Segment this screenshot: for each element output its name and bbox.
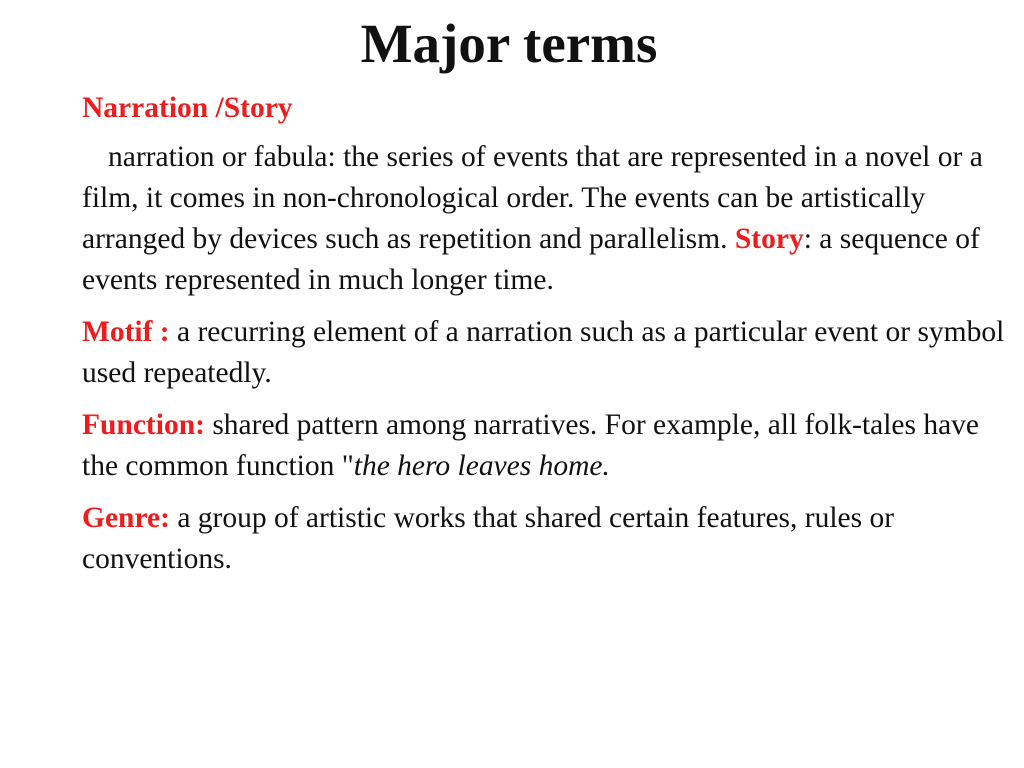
motif-text: a recurring element of a narration such as a particular event or symbol used repeatedly. [82, 316, 1005, 389]
function-paragraph [82, 405, 1017, 487]
story-text: : a sequence of events represented in much longer time. [82, 223, 980, 296]
function-text: shared pattern among narratives. For example, all folk-tales have the common function " [82, 409, 980, 482]
genre-text: a group of artistic works that shared certain features, rules or conventions. [82, 502, 895, 575]
narration-paragraph [82, 137, 1017, 301]
function-example: the hero leaves home. [353, 450, 610, 482]
genre-paragraph [82, 498, 1017, 580]
narration-text: narration or fabula: the series of events that are represented in a novel or a film, it comes in non-chronological order. The events can be artistically arranged by devices such as repetition and parallelism. [82, 141, 983, 255]
slide-body [82, 88, 1017, 591]
story-term: Story [734, 223, 804, 255]
genre-term: Genre: [82, 502, 170, 534]
section-heading: Narration /Story [82, 92, 293, 124]
slide-title: Major terms [360, 13, 658, 74]
motif-paragraph [82, 312, 1017, 394]
function-term: Function: [82, 409, 205, 441]
motif-term: Motif : [82, 316, 170, 348]
